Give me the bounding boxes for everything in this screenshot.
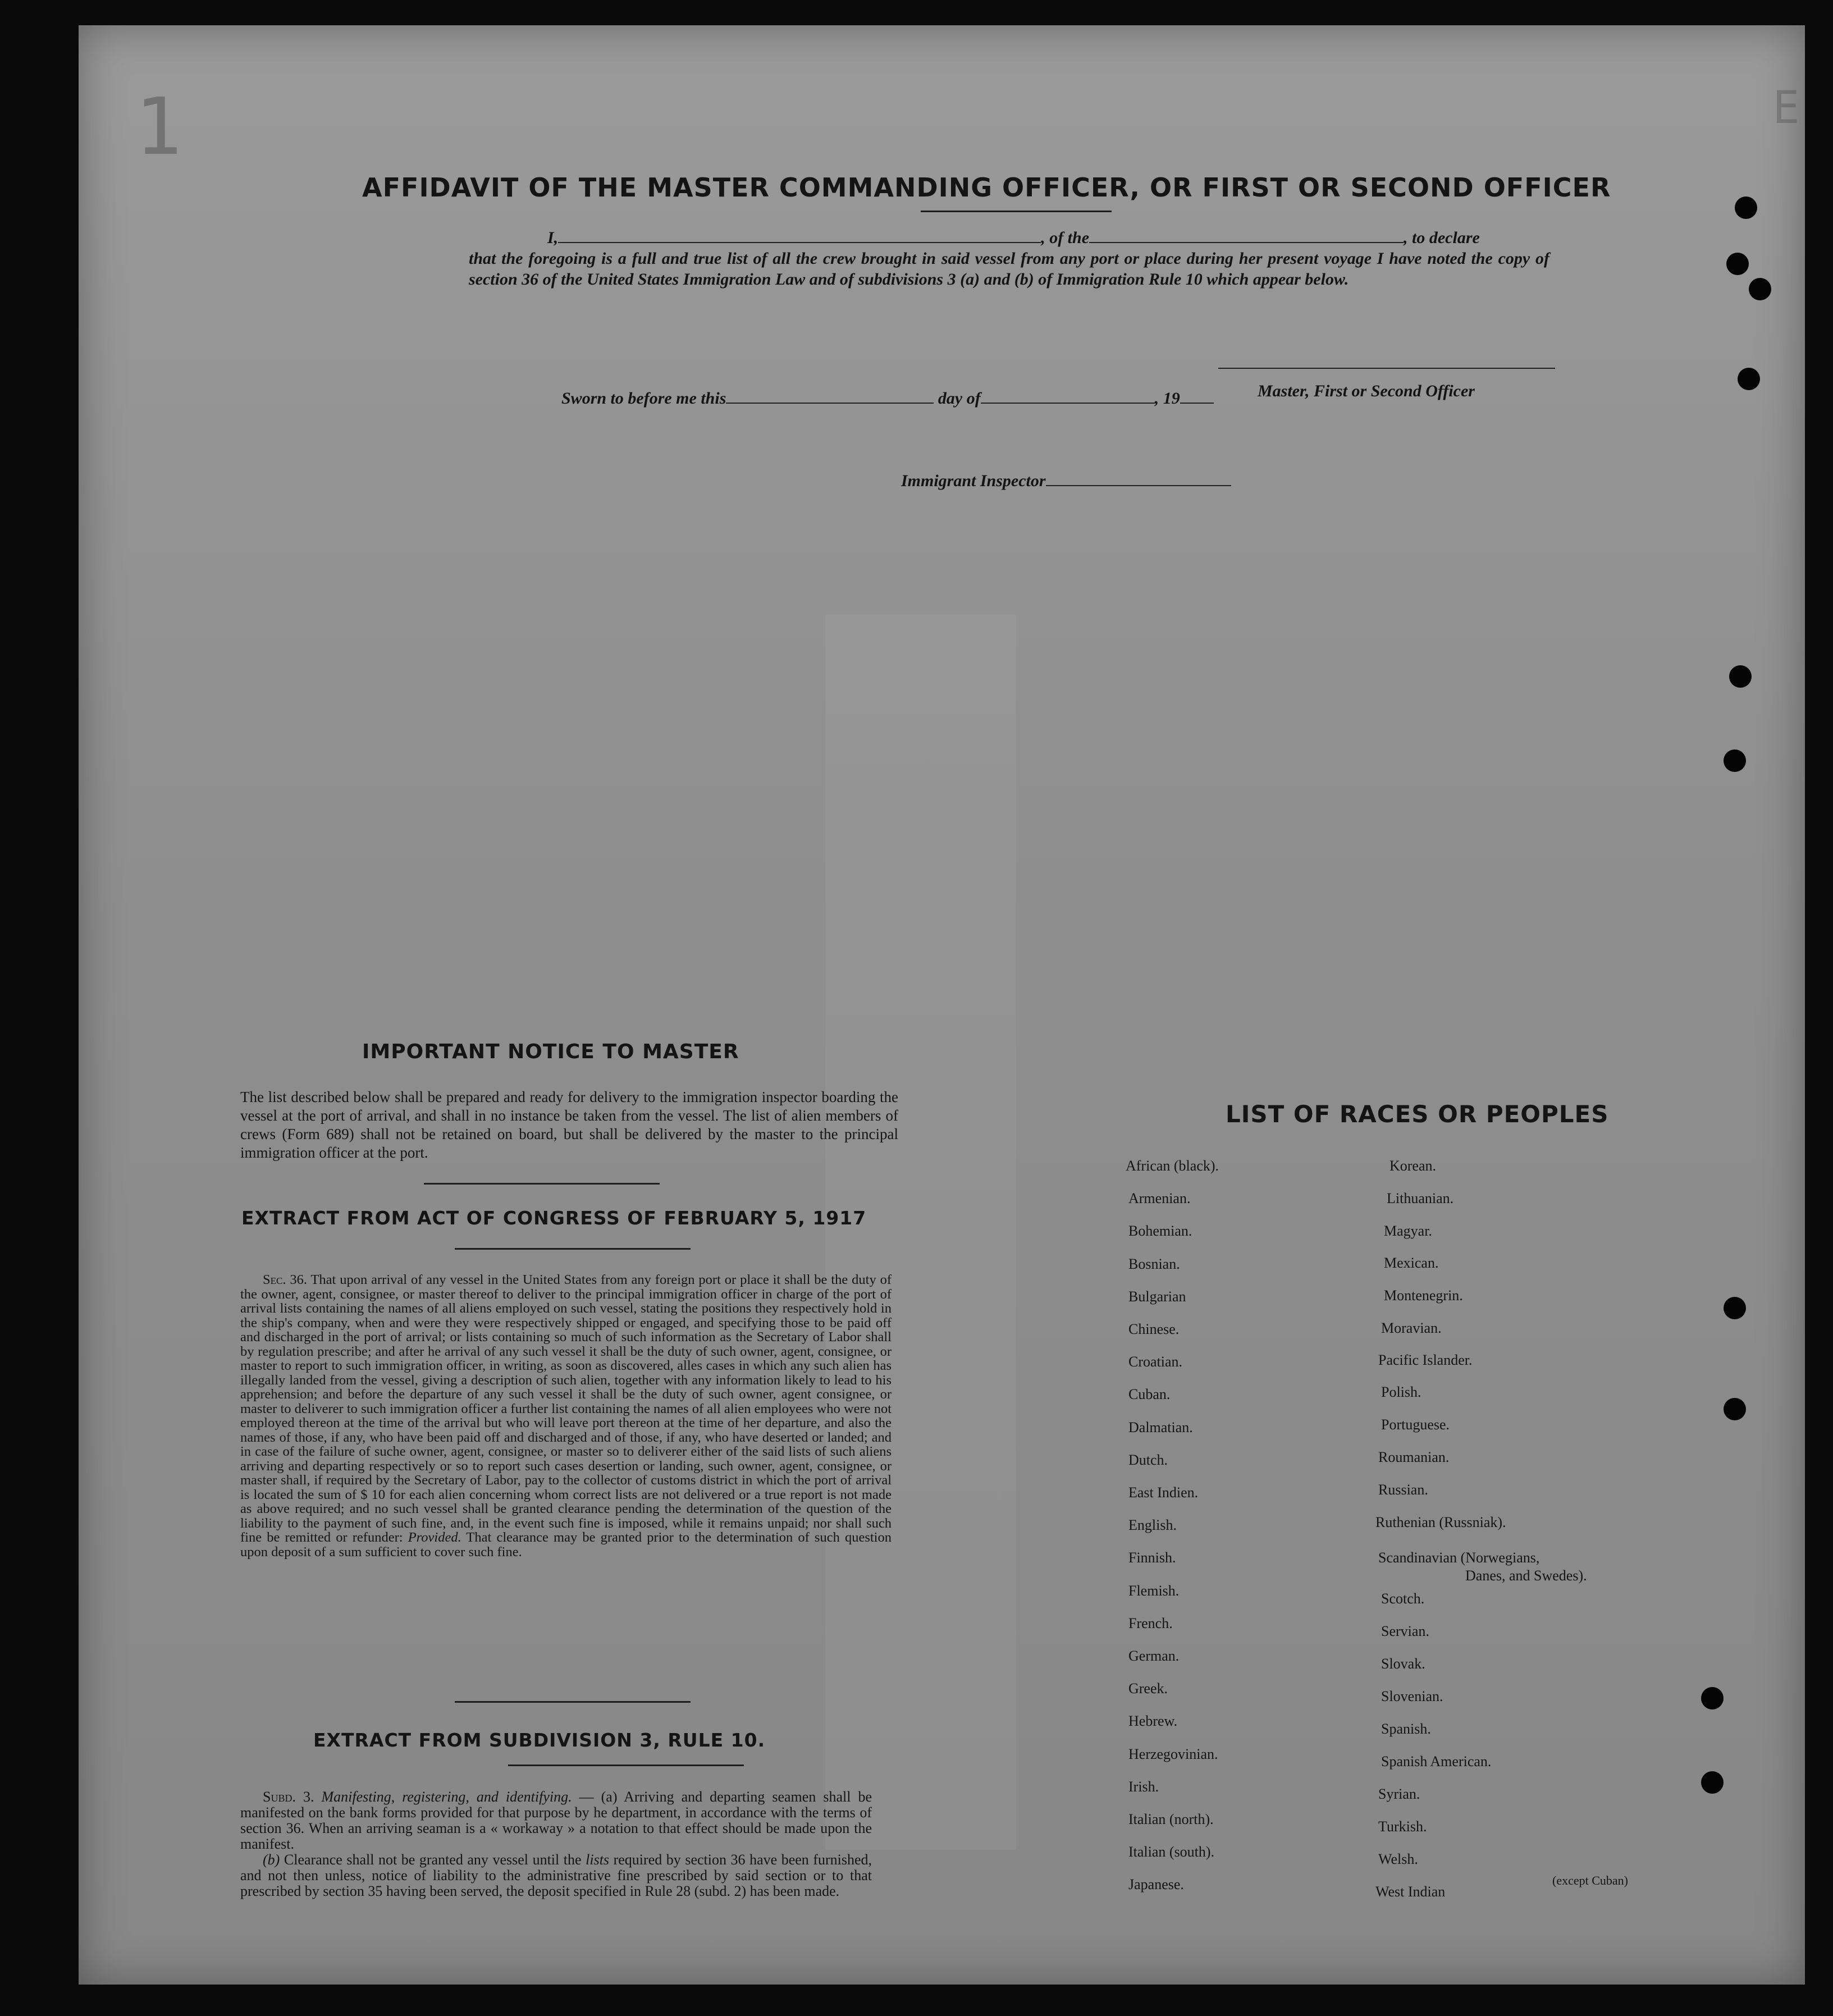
race-item: Greek. (1128, 1680, 1168, 1697)
para-b-text-post: required by section 36 have been furnished, and not then unless, notice of liability to the administrative fine prescribed by said section or to that prescribed by section 35 having been served, the deposit specified in Rule 28 (subd. 2) has been made. (240, 1852, 872, 1899)
subd-para-b (240, 1852, 872, 1899)
sworn-month-field[interactable] (981, 403, 1155, 404)
master-signature-line[interactable] (1218, 368, 1555, 369)
affidavit-to-declare-label: , to declare (1404, 228, 1480, 247)
race-item: Italian (north). (1128, 1811, 1214, 1827)
affidavit-i-label: I, (547, 228, 559, 247)
race-item: Bulgarian (1128, 1288, 1186, 1305)
race-item: Turkish. (1378, 1818, 1427, 1835)
race-item: Flemish. (1128, 1582, 1180, 1599)
race-item: East Indien. (1128, 1484, 1199, 1501)
affidavit-text (469, 227, 1549, 290)
race-item: Croatian. (1128, 1354, 1183, 1370)
para-a-text: Arriving and departing seamen shall be manifested on the bank forms provided for that purpose by he department, in accordance with the terms of section 36. When an arriving seaman is a « workaway » a notation to that effect should be made upon the manifest. (240, 1789, 872, 1852)
binder-hole (1735, 196, 1757, 219)
race-item: Moravian. (1381, 1320, 1442, 1336)
binder-hole (1724, 1398, 1746, 1420)
binder-hole (1724, 749, 1746, 772)
affidavit-title: AFFIDAVIT OF THE MASTER COMMANDING OFFICER, OR FIRST OR SECOND OFFICER (362, 172, 1611, 203)
binder-hole (1749, 278, 1771, 300)
race-scandinavian-cont: Danes, and Swedes). (1465, 1567, 1587, 1584)
race-item: Dalmatian. (1128, 1419, 1193, 1436)
day-of-label: day of (938, 389, 981, 408)
bleed-through-mark: 1 (135, 81, 182, 173)
race-item: English. (1128, 1517, 1177, 1534)
divider (921, 211, 1112, 212)
race-item: Bohemian. (1128, 1223, 1192, 1240)
race-item: Slovenian. (1381, 1688, 1443, 1704)
extract-sub-title: EXTRACT FROM SUBDIVISION 3, RULE 10. (313, 1729, 766, 1751)
race-item: Ruthenian (Russniak). (1375, 1514, 1506, 1530)
para-b-lists: lists (586, 1852, 610, 1868)
race-item: African (black). (1126, 1158, 1219, 1174)
binder-hole (1701, 1687, 1724, 1709)
affidavit-body: that the foregoing is a full and true list of all the crew brought in said vessel from any port or place during her present voyage I have noted the copy of section 36 of the United States Immigration Law and of subdivisions 3 (a) and (b) of Immigration Rule 10 which appear below. (469, 249, 1549, 289)
binder-hole (1726, 253, 1749, 275)
race-item: Montenegrin. (1384, 1287, 1463, 1304)
extract-act-body (240, 1273, 892, 1559)
section-label: Sec. 36. (263, 1272, 307, 1287)
binder-hole (1729, 665, 1752, 688)
race-item: Russian. (1378, 1482, 1428, 1498)
section-text: That upon arrival of any vessel in the United States from any foreign port or place it shall be the duty of the owner, agent, consignee, or master thereof to deliver to the principal immigration officer in charge of the port of arrival lists containing the names of all aliens employed on such vessel, stating the positions they respectively hold in the ship's company, when and were they were respectively shipped or engaged, and specifying those to be paid off and discharged in the port of arrival; or lists containing so much of such information as the Secretary of Labor shall by regulation prescribe; and after he arrival of any such vessel it shall be the duty of such owner, agent, consignee, or master to report to such immigration officer, in writing, as soon as discovered, alles cases in which any such alien has illegally landed from the vessel, giving a description of such alien, together with any information likely to lead to his apprehension; and before the departure of any such vessel it shall be the duty of such owner, agent consignee, or master to deliverer to such immigration officer a further list containing the names of all alien employees who were not employed thereon at the time of the arrival but who will leave port thereon at the time of her departure, and also the names of those, if any, who have been paid off and discharged and of those, if any, who have deserted or landed; and in case of the failure of suche owner, agent, consignee, or master so to deliverer either of the said lists of such aliens arriving and departing respectively or so to report such cases desertion or landing, such owner, agent, consignee, or master shall, if required by the Secretary of Labor, pay to the collector of customs district in which the port of arrival is located the sum of $ 10 for each alien concerning whom correct lists are not delivered or a true report is not made as above required; and no such vessel shall be granted clearance pending the determination of the question of the liability to the payment of such fine, and, in the event such fine is imposed, while it remains unpaid; nor shall such fine be remitted or refunder: (240, 1272, 892, 1545)
race-item: Servian. (1381, 1623, 1429, 1639)
race-item: Mexican. (1384, 1255, 1439, 1271)
divider (455, 1248, 691, 1250)
race-item: Slovak. (1381, 1656, 1425, 1672)
inspector-label: Immigrant Inspector (901, 472, 1046, 490)
binder-hole (1724, 1297, 1746, 1319)
race-item: Syrian. (1378, 1786, 1420, 1802)
divider (455, 1701, 691, 1703)
extract-sub-body (240, 1789, 872, 1899)
sworn-year-field[interactable] (1180, 403, 1214, 404)
binder-hole (1738, 368, 1760, 390)
race-item: Japanese. (1128, 1876, 1184, 1893)
race-item: Scotch. (1381, 1590, 1425, 1607)
para-a-label: — (a) (579, 1789, 618, 1805)
sworn-day-field[interactable] (726, 403, 934, 404)
subd-heading: Manifesting, registering, and identifying. (321, 1789, 572, 1805)
race-item: Bosnian. (1128, 1255, 1180, 1272)
notice-title: IMPORTANT NOTICE TO MASTER (362, 1040, 739, 1063)
vessel-name-field[interactable] (1089, 242, 1404, 243)
race-item: Italian (south). (1128, 1844, 1215, 1860)
race-item: Spanish. (1381, 1721, 1431, 1737)
subd-label: Subd. 3. (263, 1789, 314, 1805)
race-item: Finnish. (1128, 1549, 1176, 1566)
races-title: LIST OF RACES OR PEOPLES (1226, 1100, 1609, 1128)
race-item: Pacific Islander. (1378, 1352, 1473, 1368)
document-sheet (79, 25, 1805, 1985)
provided-label: Provided. (408, 1530, 461, 1545)
race-item: Spanish American. (1381, 1753, 1492, 1770)
race-item: Scandinavian (Norwegians, (1378, 1549, 1540, 1566)
master-signature-label: Master, First or Second Officer (1258, 382, 1475, 400)
bleed-through-text: Ǝ (1774, 81, 1802, 134)
sworn-line (561, 389, 1214, 408)
sworn-before-label: Sworn to before me this (561, 389, 726, 408)
race-west-indian-note: (except Cuban) (1552, 1873, 1628, 1887)
race-item: French. (1128, 1615, 1173, 1631)
race-item: Irish. (1128, 1778, 1159, 1795)
affidavit-of-the-label: , of the (1041, 228, 1090, 247)
race-item: Dutch. (1128, 1451, 1168, 1468)
race-item: Chinese. (1128, 1321, 1180, 1337)
race-item: Magyar. (1384, 1223, 1432, 1239)
race-item: Polish. (1381, 1384, 1421, 1400)
provided-text: That clearance may be granted prior to the determination of such question upon deposit of a sum sufficient to cover such fine. (240, 1530, 892, 1560)
divider (424, 1183, 660, 1185)
master-name-field[interactable] (558, 242, 1041, 243)
subd-para-a (240, 1789, 872, 1852)
race-item: Welsh. (1378, 1851, 1418, 1867)
extract-act-title: EXTRACT FROM ACT OF CONGRESS OF FEBRUARY 5, 1917 (241, 1207, 867, 1229)
bleed-through-stamp (825, 615, 1016, 1850)
inspector-line (901, 472, 1231, 491)
para-b-label: (b) (263, 1852, 280, 1868)
binder-hole (1701, 1771, 1724, 1794)
inspector-signature-field[interactable] (1046, 485, 1231, 486)
race-item: Portuguese. (1381, 1416, 1450, 1433)
race-item: West Indian (1375, 1884, 1446, 1900)
race-item: Roumanian. (1378, 1449, 1450, 1465)
race-item: Hebrew. (1128, 1713, 1178, 1730)
race-item: Korean. (1389, 1158, 1437, 1174)
race-item: Armenian. (1128, 1190, 1191, 1207)
race-item: Lithuanian. (1387, 1190, 1454, 1206)
race-item: German. (1128, 1648, 1180, 1664)
race-item: Cuban. (1128, 1386, 1171, 1403)
affidavit-declaration-line (469, 227, 1549, 248)
divider (508, 1764, 744, 1766)
year-prefix-label: , 19 (1154, 389, 1180, 408)
para-b-text-pre: Clearance shall not be granted any vessel until the (284, 1852, 582, 1868)
race-item: Herzegovinian. (1128, 1745, 1218, 1762)
notice-body: The list described below shall be prepared and ready for delivery to the immigration inspector boarding the vessel at the port of arrival, and shall in no instance be taken from the vessel. The list of alien members of crews (Form 689) shall not be retained on board, but shall be delivered by the master to the principal immigration officer at the port. (240, 1089, 898, 1161)
